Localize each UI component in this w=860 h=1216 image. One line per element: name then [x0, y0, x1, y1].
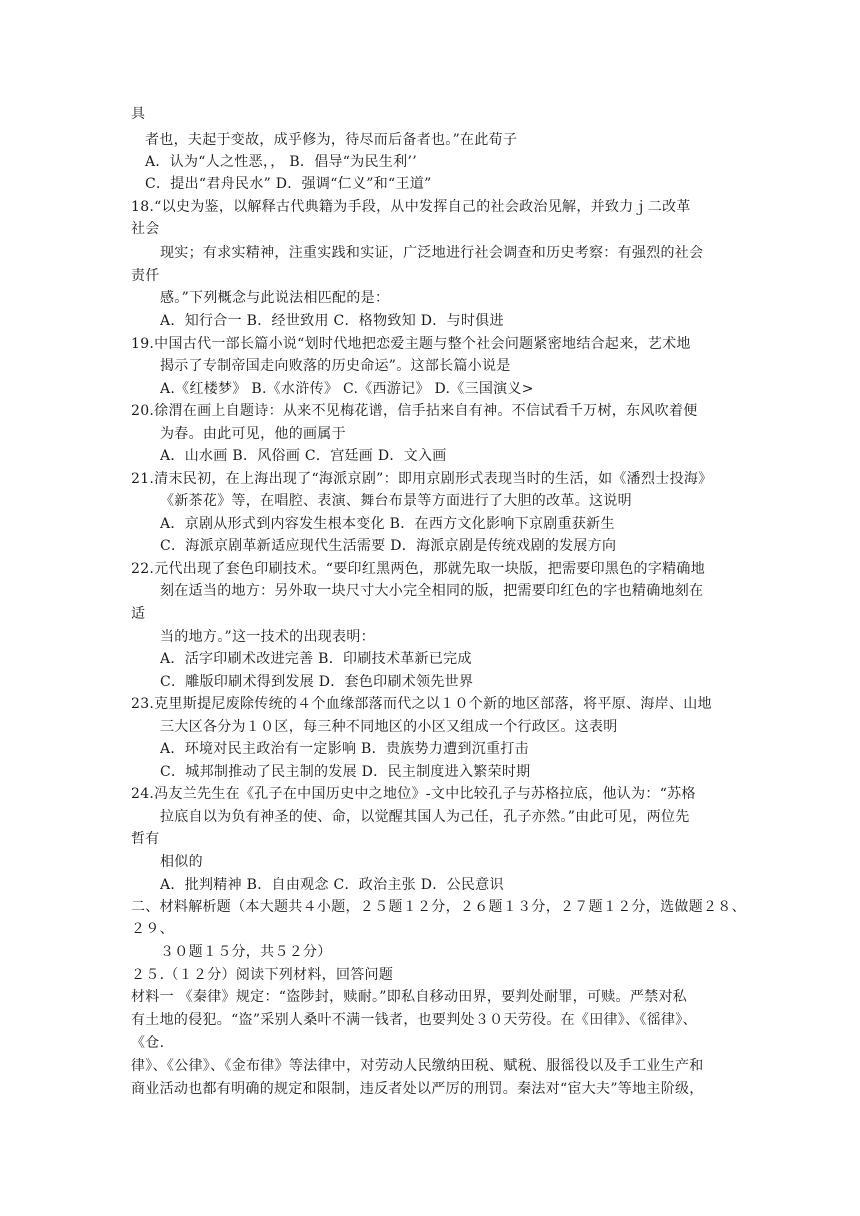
question-24: 24.冯友兰先生在《孔子在中国历史中之地位》-文中比较孔子与苏格拉底，他认为：“苏格 — [131, 786, 696, 802]
option-line: A．京剧从形式到内容发生根本变化 B．在西方文化影响下京剧重获新生 — [160, 516, 615, 532]
text-line: 当的地方。”这一技术的出现表明： — [160, 629, 375, 645]
text-line: ３０题１５分，共５２分） — [160, 944, 332, 960]
material-text: 律》、《公律》、《金布律》等法律中，对劳动人民缴纳田税、赋税、服徭役以及手工业生产和 — [131, 1058, 704, 1074]
text-line: ２９、 — [131, 921, 174, 937]
option-line: C．海派京剧革新适应现代生活需要 D．海派京剧是传统戏剧的发展方向 — [160, 538, 617, 554]
question-19: 19.中国古代一部长篇小说“划时代地把恋爱主题与整个社会问题紧密地结合起来，艺术地 — [131, 336, 691, 352]
text-line: 者也，夫起于变故，成乎修为，待尽而后备者也。”在此荀子 — [145, 132, 518, 148]
option-line: A．环境对民主政治有一定影响 B．贵族势力遭到沉重打击 — [160, 741, 529, 757]
text-line: 为春。由此可见，他的画属于 — [160, 426, 346, 442]
option-line: A．活字印刷术改进完善 B．印刷技术革新已完成 — [160, 651, 472, 667]
question-22: 22.元代出现了套色印刷技术。“要印红黑两色，那就先取一块版，把需要印黑色的字精确地 — [131, 561, 706, 577]
material-text: 《仓. — [131, 1035, 165, 1051]
question-20: 20.徐渭在画上自题诗：从来不见梅花谱，信手拈来自有神。不信试看千万树，东风吹着便 — [131, 403, 698, 419]
text-line: 现实；有求实精神，注重实践和实证，广泛地进行社会调查和历史考察：有强烈的社会 — [160, 245, 704, 261]
text-line: 《新茶花》等，在唱腔、表演、舞台布景等方面进行了大胆的改革。这说明 — [160, 493, 632, 509]
text-line: 责仟 — [131, 268, 160, 284]
option-line: C．雕版印刷术得到发展 D．套色印刷术领先世界 — [160, 674, 474, 690]
text-line: 拉底自以为负有神圣的使、命，以觉醒其国人为己任，孔子亦然。”由此可见，两位先 — [160, 809, 690, 825]
material-text: 商业活动也都有明确的规定和限制，违反者处以严厉的刑罚。秦法对“宦大夫”等地主阶级， — [131, 1081, 704, 1097]
option-line: C．提出“君舟民水” D．强调“仁义”和“王道” — [145, 176, 432, 192]
option-line: A．山水画 B．风俗画 C．宫廷画 D．文入画 — [160, 448, 447, 464]
text-line: 社会 — [131, 221, 160, 237]
material-text: 有土地的侵犯。“盗”采别人桑叶不满一钱者，也要判处３０天劳役。在《田律》、《徭律》、 — [131, 1012, 697, 1028]
text-line: 相似的 — [160, 854, 203, 870]
question-21: 21.清末民初，在上海出现了“海派京剧”：即用京剧形式表现当时的生活，如《潘烈士投海》 — [131, 471, 713, 487]
option-line: A．认为“人之性恶，， B．倡导“为民生利’’ — [145, 154, 417, 170]
option-line: A．知行合一 B．经世致用 C．格物致知 D．与时俱进 — [160, 313, 504, 329]
text-line: 三大区各分为１０区，每三种不同地区的小区又组成一个行政区。这表明 — [160, 719, 618, 735]
question-25: ２５.（１２分）阅读下列材料，回答问题 — [131, 967, 394, 983]
option-line: A．批判精神 B．自由观念 C．政治主张 D．公民意识 — [160, 877, 504, 893]
text-line: 哲有 — [131, 831, 160, 847]
section-heading: 二、材料解析题（本大题共４小题，２５题１２分，２６题１３分，２７题１２分，选做题２８、 — [131, 899, 746, 915]
text-line: 刻在适当的地方：另外取一块尺寸大小完全相同的版，把需要印红色的字也精确地刻在 — [160, 583, 704, 599]
question-18: 18.“以史为鉴，以解释古代典籍为手段，从中发挥自己的社会政治见解，并致力ｊ二改革 — [131, 199, 691, 215]
text-line: 揭示了专制帝国走向败落的历史命运”。这部长篇小说是 — [160, 358, 511, 374]
text-line: 适 — [131, 606, 146, 622]
option-line: C．城邦制推动了民主制的发展 D．民主制度进入繁荣时期 — [160, 764, 531, 780]
text-line: 感。”下列概念与此说法相匹配的是： — [160, 290, 390, 306]
option-line: A.《红楼梦》 B.《水浒传》 C.《西游记》 D.《三国演义> — [160, 381, 534, 397]
question-23: 23.克里斯提尼废除传统的４个血缘部落而代之以１０个新的地区部落，将平原、海岸、山地 — [131, 696, 712, 712]
text-line: 具 — [131, 106, 146, 122]
material-text: 材料一 《秦律》规定：“盗陟封，赎耐。”即私自移动田界，要判处耐罪，可赎。严禁对私 — [131, 989, 688, 1005]
